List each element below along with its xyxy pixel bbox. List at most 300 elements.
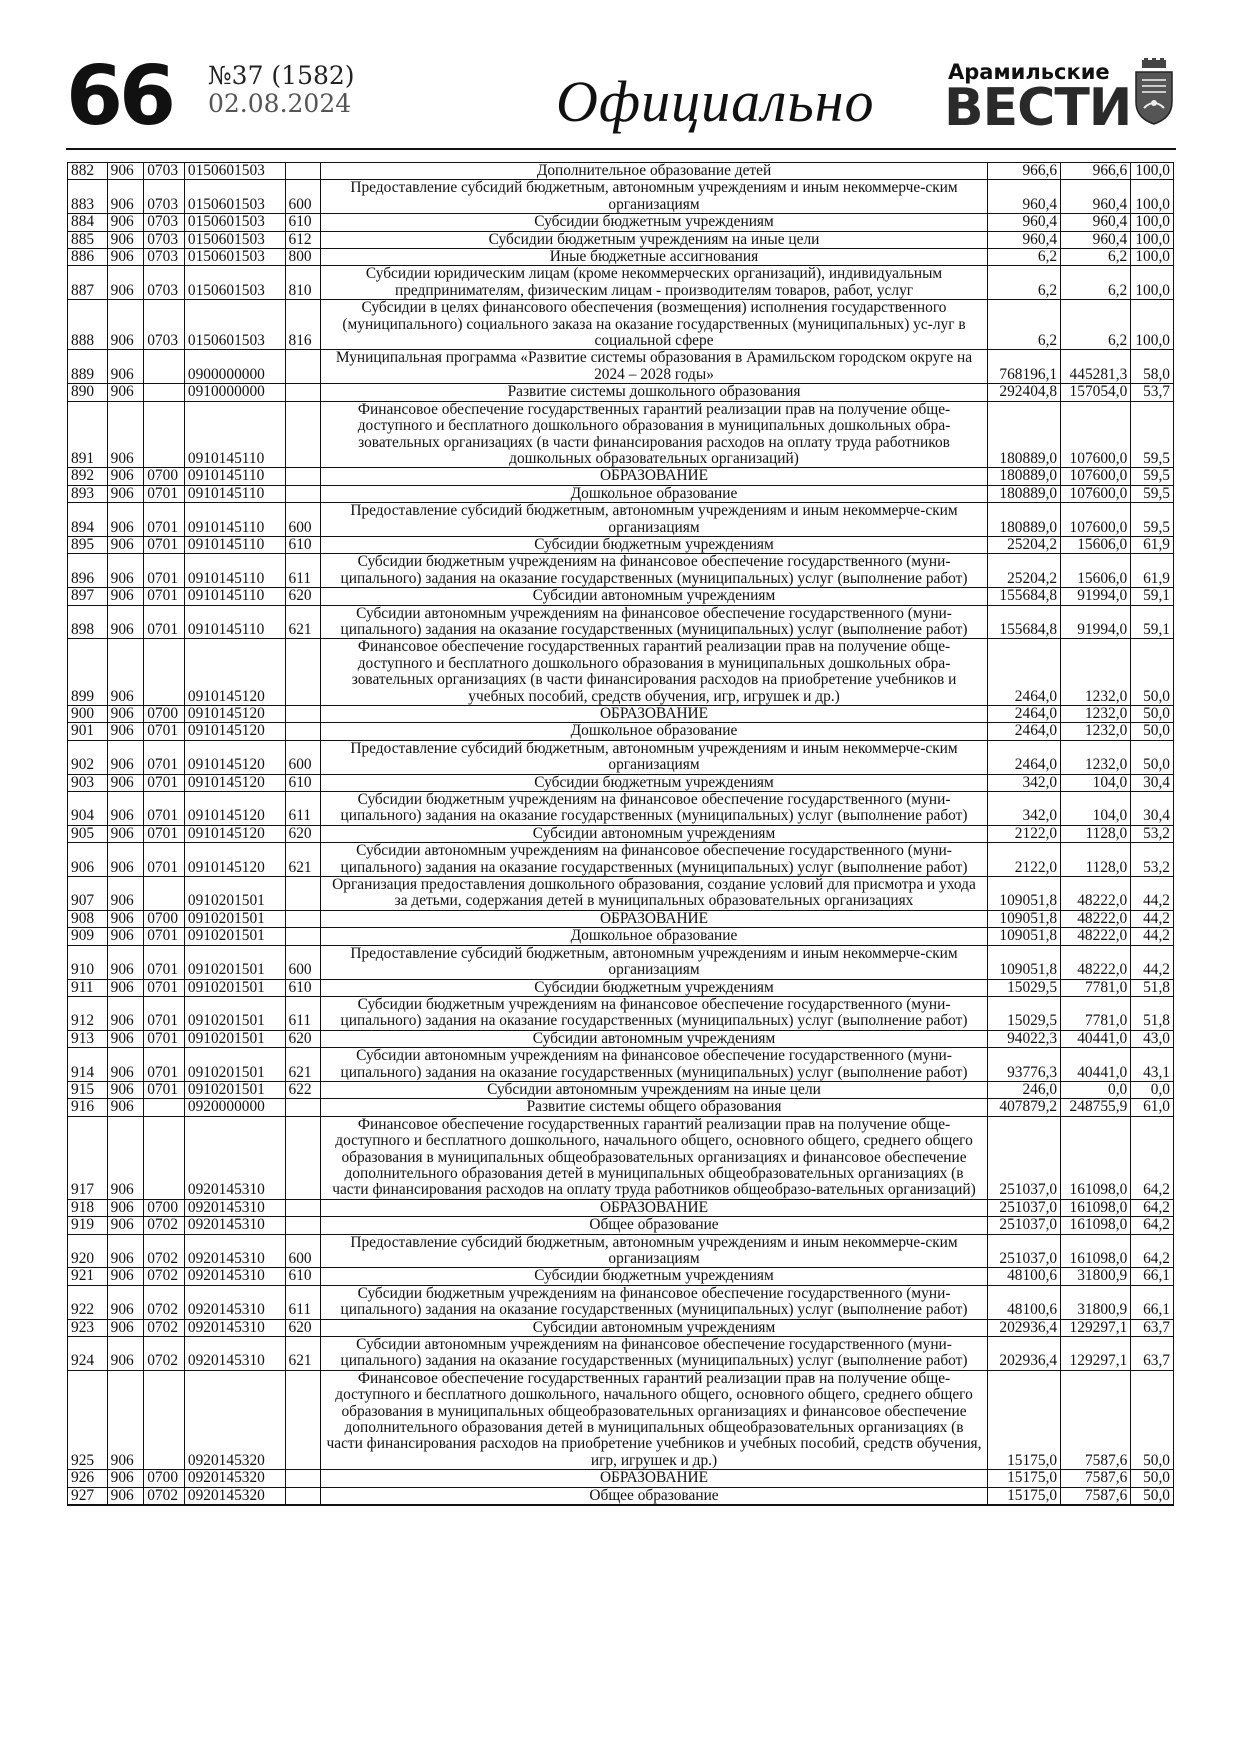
row-number-cell: 882 xyxy=(68,163,108,180)
brand-name-top: Арамильские xyxy=(948,60,1110,84)
plan-amount-cell: 960,4 xyxy=(987,214,1060,231)
description-cell: Дополнительное образование детей xyxy=(321,163,988,180)
actual-amount-cell: 91994,0 xyxy=(1061,605,1131,639)
plan-amount-cell: 180889,0 xyxy=(987,468,1060,485)
table-row xyxy=(68,1116,1174,1199)
plan-amount-cell: 15175,0 xyxy=(987,1487,1060,1505)
department-code-cell: 906 xyxy=(107,1337,144,1371)
row-number-cell: 910 xyxy=(68,945,108,979)
target-article-code-cell: 0920145320 xyxy=(184,1370,285,1469)
expense-type-code-cell: 622 xyxy=(285,1081,321,1098)
target-article-code-cell: 0910145110 xyxy=(184,401,285,468)
table-row xyxy=(68,503,1174,537)
percent-cell: 100,0 xyxy=(1131,214,1174,231)
expense-type-code-cell xyxy=(285,384,321,401)
plan-amount-cell: 15029,5 xyxy=(987,996,1060,1030)
table-row xyxy=(68,214,1174,231)
plan-amount-cell: 342,0 xyxy=(987,774,1060,791)
row-number-cell: 915 xyxy=(68,1081,108,1098)
percent-cell: 100,0 xyxy=(1131,266,1174,300)
section-code-cell xyxy=(144,639,185,706)
description-cell: Общее образование xyxy=(321,1487,988,1505)
expense-type-code-cell xyxy=(285,1487,321,1505)
percent-cell: 50,0 xyxy=(1131,1370,1174,1469)
table-row xyxy=(68,536,1174,553)
department-code-cell: 906 xyxy=(107,401,144,468)
description-cell: Иные бюджетные ассигнования xyxy=(321,249,988,266)
target-article-code-cell: 0920145310 xyxy=(184,1319,285,1336)
table-row xyxy=(68,163,1174,180)
table-row xyxy=(68,825,1174,842)
description-cell: Субсидии автономным учреждениям xyxy=(321,1319,988,1336)
department-code-cell: 906 xyxy=(107,536,144,553)
row-number-cell: 904 xyxy=(68,792,108,826)
actual-amount-cell: 91994,0 xyxy=(1061,588,1131,605)
description-cell: Субсидии автономным учреждениям на финансовое обеспечение государственного (муни-ципального) задания на оказание государственных (муниципальных) услуг (выполнение работ) xyxy=(321,843,988,877)
table-row xyxy=(68,910,1174,927)
section-code-cell: 0701 xyxy=(144,996,185,1030)
description-cell: Общее образование xyxy=(321,1217,988,1234)
description-cell: Дошкольное образование xyxy=(321,485,988,502)
row-number-cell: 923 xyxy=(68,1319,108,1336)
actual-amount-cell: 31800,9 xyxy=(1061,1285,1131,1319)
actual-amount-cell: 104,0 xyxy=(1061,792,1131,826)
plan-amount-cell: 6,2 xyxy=(987,266,1060,300)
expense-type-code-cell xyxy=(285,1099,321,1116)
plan-amount-cell: 292404,8 xyxy=(987,384,1060,401)
percent-cell: 43,0 xyxy=(1131,1030,1174,1047)
row-number-cell: 890 xyxy=(68,384,108,401)
actual-amount-cell: 960,4 xyxy=(1061,180,1131,214)
section-code-cell: 0700 xyxy=(144,468,185,485)
department-code-cell: 906 xyxy=(107,706,144,723)
description-cell: ОБРАЗОВАНИЕ xyxy=(321,1470,988,1487)
target-article-code-cell: 0910000000 xyxy=(184,384,285,401)
table-row xyxy=(68,1199,1174,1216)
percent-cell: 53,2 xyxy=(1131,825,1174,842)
percent-cell: 66,1 xyxy=(1131,1285,1174,1319)
section-code-cell: 0701 xyxy=(144,485,185,502)
percent-cell: 50,0 xyxy=(1131,1470,1174,1487)
table-row xyxy=(68,1285,1174,1319)
row-number-cell: 906 xyxy=(68,843,108,877)
row-number-cell: 900 xyxy=(68,706,108,723)
table-row xyxy=(68,249,1174,266)
description-cell: Субсидии бюджетным учреждениям на финансовое обеспечение государственного (муни-ципального) задания на оказание государственных (муниципальных) услуг (выполнение работ) xyxy=(321,554,988,588)
target-article-code-cell: 0920145310 xyxy=(184,1217,285,1234)
row-number-cell: 911 xyxy=(68,979,108,996)
target-article-code-cell: 0150601503 xyxy=(184,266,285,300)
section-code-cell xyxy=(144,1099,185,1116)
row-number-cell: 899 xyxy=(68,639,108,706)
expense-type-code-cell: 612 xyxy=(285,231,321,248)
section-code-cell: 0703 xyxy=(144,249,185,266)
actual-amount-cell: 6,2 xyxy=(1061,300,1131,350)
department-code-cell: 906 xyxy=(107,979,144,996)
target-article-code-cell: 0920000000 xyxy=(184,1099,285,1116)
row-number-cell: 897 xyxy=(68,588,108,605)
actual-amount-cell: 248755,9 xyxy=(1061,1099,1131,1116)
table-row xyxy=(68,266,1174,300)
actual-amount-cell: 960,4 xyxy=(1061,214,1131,231)
table-row xyxy=(68,723,1174,740)
description-cell: Субсидии бюджетным учреждениям на финансовое обеспечение государственного (муни-ципального) задания на оказание государственных (муниципальных) услуг (выполнение работ) xyxy=(321,996,988,1030)
target-article-code-cell: 0920145310 xyxy=(184,1285,285,1319)
table-row xyxy=(68,1099,1174,1116)
actual-amount-cell: 1232,0 xyxy=(1061,706,1131,723)
expense-type-code-cell xyxy=(285,928,321,945)
row-number-cell: 922 xyxy=(68,1285,108,1319)
percent-cell: 63,7 xyxy=(1131,1337,1174,1371)
expense-type-code-cell xyxy=(285,1217,321,1234)
section-code-cell: 0701 xyxy=(144,825,185,842)
department-code-cell: 906 xyxy=(107,1268,144,1285)
description-cell: Предоставление субсидий бюджетным, автономным учреждениям и иным некоммерче-ским организациям xyxy=(321,740,988,774)
department-code-cell: 906 xyxy=(107,843,144,877)
actual-amount-cell: 129297,1 xyxy=(1061,1319,1131,1336)
expense-type-code-cell: 610 xyxy=(285,214,321,231)
department-code-cell: 906 xyxy=(107,792,144,826)
description-cell: Финансовое обеспечение государственных гарантий реализации прав на получение обще-доступного и бесплатного дошкольного образования в муниципальных дошкольных обра-зовательных организациях (в части финансирования расходов на приобретение учебников и учебных пособий, средств обучения, игр, игрушек и др.) xyxy=(321,639,988,706)
target-article-code-cell: 0150601503 xyxy=(184,214,285,231)
actual-amount-cell: 7781,0 xyxy=(1061,996,1131,1030)
expense-type-code-cell: 621 xyxy=(285,1048,321,1082)
plan-amount-cell: 2122,0 xyxy=(987,825,1060,842)
section-code-cell: 0703 xyxy=(144,266,185,300)
section-code-cell xyxy=(144,877,185,911)
target-article-code-cell: 0920145310 xyxy=(184,1268,285,1285)
coat-of-arms-icon xyxy=(1132,58,1176,126)
row-number-cell: 893 xyxy=(68,485,108,502)
percent-cell: 44,2 xyxy=(1131,928,1174,945)
plan-amount-cell: 109051,8 xyxy=(987,945,1060,979)
plan-amount-cell: 407879,2 xyxy=(987,1099,1060,1116)
department-code-cell: 906 xyxy=(107,639,144,706)
expense-type-code-cell xyxy=(285,706,321,723)
percent-cell: 30,4 xyxy=(1131,774,1174,791)
percent-cell: 64,2 xyxy=(1131,1234,1174,1268)
plan-amount-cell: 109051,8 xyxy=(987,877,1060,911)
percent-cell: 61,0 xyxy=(1131,1099,1174,1116)
target-article-code-cell: 0910201501 xyxy=(184,1048,285,1082)
description-cell: Субсидии автономным учреждениям на финансовое обеспечение государственного (муни-ципального) задания на оказание государственных (муниципальных) услуг (выполнение работ) xyxy=(321,1337,988,1371)
expense-type-code-cell xyxy=(285,163,321,180)
expense-type-code-cell xyxy=(285,1116,321,1199)
description-cell: Субсидии бюджетным учреждениям на финансовое обеспечение государственного (муни-ципального) задания на оказание государственных (муниципальных) услуг (выполнение работ) xyxy=(321,792,988,826)
row-number-cell: 886 xyxy=(68,249,108,266)
plan-amount-cell: 155684,8 xyxy=(987,588,1060,605)
actual-amount-cell: 107600,0 xyxy=(1061,401,1131,468)
percent-cell: 100,0 xyxy=(1131,163,1174,180)
expense-type-code-cell: 610 xyxy=(285,979,321,996)
row-number-cell: 905 xyxy=(68,825,108,842)
row-number-cell: 888 xyxy=(68,300,108,350)
percent-cell: 59,1 xyxy=(1131,588,1174,605)
description-cell: Субсидии автономным учреждениям xyxy=(321,825,988,842)
department-code-cell: 906 xyxy=(107,350,144,384)
description-cell: Муниципальная программа «Развитие системы образования в Арамильском городском округе на 2024 – 2028 годы» xyxy=(321,350,988,384)
description-cell: ОБРАЗОВАНИЕ xyxy=(321,706,988,723)
percent-cell: 51,8 xyxy=(1131,979,1174,996)
section-code-cell: 0701 xyxy=(144,774,185,791)
plan-amount-cell: 202936,4 xyxy=(987,1337,1060,1371)
section-code-cell xyxy=(144,401,185,468)
expense-type-code-cell: 800 xyxy=(285,249,321,266)
percent-cell: 53,2 xyxy=(1131,843,1174,877)
description-cell: Субсидии юридическим лицам (кроме некоммерческих организаций), индивидуальным предпринимателям, физическим лицам - производителям товаров, работ, услуг xyxy=(321,266,988,300)
description-cell: Развитие системы дошкольного образования xyxy=(321,384,988,401)
section-code-cell: 0703 xyxy=(144,180,185,214)
description-cell: ОБРАЗОВАНИЕ xyxy=(321,468,988,485)
target-article-code-cell: 0910201501 xyxy=(184,945,285,979)
actual-amount-cell: 1232,0 xyxy=(1061,723,1131,740)
section-code-cell xyxy=(144,1370,185,1469)
plan-amount-cell: 94022,3 xyxy=(987,1030,1060,1047)
table-row xyxy=(68,928,1174,945)
description-cell: ОБРАЗОВАНИЕ xyxy=(321,1199,988,1216)
actual-amount-cell: 107600,0 xyxy=(1061,485,1131,502)
plan-amount-cell: 342,0 xyxy=(987,792,1060,826)
department-code-cell: 906 xyxy=(107,1370,144,1469)
target-article-code-cell: 0920145320 xyxy=(184,1470,285,1487)
department-code-cell: 906 xyxy=(107,554,144,588)
actual-amount-cell: 48222,0 xyxy=(1061,910,1131,927)
department-code-cell: 906 xyxy=(107,1030,144,1047)
description-cell: Субсидии бюджетным учреждениям на иные цели xyxy=(321,231,988,248)
row-number-cell: 909 xyxy=(68,928,108,945)
plan-amount-cell: 960,4 xyxy=(987,231,1060,248)
row-number-cell: 902 xyxy=(68,740,108,774)
section-code-cell: 0701 xyxy=(144,843,185,877)
row-number-cell: 901 xyxy=(68,723,108,740)
department-code-cell: 906 xyxy=(107,503,144,537)
plan-amount-cell: 15029,5 xyxy=(987,979,1060,996)
percent-cell: 66,1 xyxy=(1131,1268,1174,1285)
percent-cell: 30,4 xyxy=(1131,792,1174,826)
table-row xyxy=(68,996,1174,1030)
actual-amount-cell: 15606,0 xyxy=(1061,554,1131,588)
percent-cell: 59,5 xyxy=(1131,485,1174,502)
actual-amount-cell: 107600,0 xyxy=(1061,503,1131,537)
expense-type-code-cell: 620 xyxy=(285,1030,321,1047)
expense-type-code-cell: 600 xyxy=(285,180,321,214)
row-number-cell: 898 xyxy=(68,605,108,639)
issue-block xyxy=(208,62,355,117)
actual-amount-cell: 445281,3 xyxy=(1061,350,1131,384)
target-article-code-cell: 0910201501 xyxy=(184,996,285,1030)
row-number-cell: 894 xyxy=(68,503,108,537)
plan-amount-cell: 246,0 xyxy=(987,1081,1060,1098)
plan-amount-cell: 155684,8 xyxy=(987,605,1060,639)
percent-cell: 59,1 xyxy=(1131,605,1174,639)
target-article-code-cell: 0910201501 xyxy=(184,1081,285,1098)
section-code-cell: 0700 xyxy=(144,910,185,927)
description-cell: Предоставление субсидий бюджетным, автономным учреждениям и иным некоммерче-ским организациям xyxy=(321,945,988,979)
table-row xyxy=(68,180,1174,214)
plan-amount-cell: 768196,1 xyxy=(987,350,1060,384)
percent-cell: 100,0 xyxy=(1131,300,1174,350)
plan-amount-cell: 180889,0 xyxy=(987,503,1060,537)
section-code-cell: 0701 xyxy=(144,792,185,826)
row-number-cell: 891 xyxy=(68,401,108,468)
target-article-code-cell: 0910145120 xyxy=(184,723,285,740)
percent-cell: 50,0 xyxy=(1131,740,1174,774)
row-number-cell: 917 xyxy=(68,1116,108,1199)
issue-number: №37 (1582) xyxy=(208,61,355,90)
department-code-cell: 906 xyxy=(107,774,144,791)
plan-amount-cell: 251037,0 xyxy=(987,1234,1060,1268)
description-cell: Субсидии бюджетным учреждениям xyxy=(321,1268,988,1285)
percent-cell: 100,0 xyxy=(1131,249,1174,266)
row-number-cell: 916 xyxy=(68,1099,108,1116)
target-article-code-cell: 0920145320 xyxy=(184,1487,285,1505)
actual-amount-cell: 161098,0 xyxy=(1061,1217,1131,1234)
expense-type-code-cell: 620 xyxy=(285,588,321,605)
department-code-cell: 906 xyxy=(107,723,144,740)
target-article-code-cell: 0920145310 xyxy=(184,1199,285,1216)
row-number-cell: 921 xyxy=(68,1268,108,1285)
section-code-cell: 0702 xyxy=(144,1487,185,1505)
plan-amount-cell: 6,2 xyxy=(987,249,1060,266)
target-article-code-cell: 0150601503 xyxy=(184,231,285,248)
description-cell: Субсидии автономным учреждениям xyxy=(321,588,988,605)
expense-type-code-cell: 816 xyxy=(285,300,321,350)
expense-type-code-cell xyxy=(285,401,321,468)
department-code-cell: 906 xyxy=(107,945,144,979)
expense-type-code-cell: 600 xyxy=(285,1234,321,1268)
table-body xyxy=(68,163,1174,1506)
target-article-code-cell: 0150601503 xyxy=(184,163,285,180)
actual-amount-cell: 129297,1 xyxy=(1061,1337,1131,1371)
actual-amount-cell: 6,2 xyxy=(1061,266,1131,300)
percent-cell: 63,7 xyxy=(1131,1319,1174,1336)
section-code-cell: 0700 xyxy=(144,1470,185,1487)
section-code-cell: 0701 xyxy=(144,605,185,639)
row-number-cell: 918 xyxy=(68,1199,108,1216)
expense-type-code-cell: 611 xyxy=(285,554,321,588)
section-code-cell: 0701 xyxy=(144,503,185,537)
percent-cell: 50,0 xyxy=(1131,1487,1174,1505)
percent-cell: 44,2 xyxy=(1131,877,1174,911)
table-row xyxy=(68,1268,1174,1285)
target-article-code-cell: 0910145120 xyxy=(184,792,285,826)
expense-type-code-cell: 611 xyxy=(285,996,321,1030)
plan-amount-cell: 109051,8 xyxy=(987,910,1060,927)
row-number-cell: 885 xyxy=(68,231,108,248)
percent-cell: 64,2 xyxy=(1131,1217,1174,1234)
plan-amount-cell: 15175,0 xyxy=(987,1370,1060,1469)
expense-type-code-cell: 611 xyxy=(285,1285,321,1319)
plan-amount-cell: 251037,0 xyxy=(987,1199,1060,1216)
percent-cell: 100,0 xyxy=(1131,180,1174,214)
table-row xyxy=(68,740,1174,774)
plan-amount-cell: 2464,0 xyxy=(987,740,1060,774)
table-row xyxy=(68,485,1174,502)
table-row xyxy=(68,843,1174,877)
department-code-cell: 906 xyxy=(107,266,144,300)
department-code-cell: 906 xyxy=(107,384,144,401)
row-number-cell: 887 xyxy=(68,266,108,300)
section-code-cell: 0701 xyxy=(144,945,185,979)
table-row xyxy=(68,605,1174,639)
table-row xyxy=(68,554,1174,588)
actual-amount-cell: 966,6 xyxy=(1061,163,1131,180)
description-cell: Развитие системы общего образования xyxy=(321,1099,988,1116)
section-code-cell: 0701 xyxy=(144,554,185,588)
target-article-code-cell: 0910145120 xyxy=(184,706,285,723)
actual-amount-cell: 15606,0 xyxy=(1061,536,1131,553)
table-row xyxy=(68,300,1174,350)
table-row xyxy=(68,401,1174,468)
row-number-cell: 907 xyxy=(68,877,108,911)
row-number-cell: 925 xyxy=(68,1370,108,1469)
expense-type-code-cell xyxy=(285,468,321,485)
target-article-code-cell: 0910145120 xyxy=(184,740,285,774)
target-article-code-cell: 0910145110 xyxy=(184,588,285,605)
table-row xyxy=(68,945,1174,979)
row-number-cell: 919 xyxy=(68,1217,108,1234)
target-article-code-cell: 0910145120 xyxy=(184,843,285,877)
section-code-cell: 0703 xyxy=(144,231,185,248)
table-row xyxy=(68,774,1174,791)
page-number: 66 xyxy=(66,49,173,144)
row-number-cell: 892 xyxy=(68,468,108,485)
department-code-cell: 906 xyxy=(107,910,144,927)
plan-amount-cell: 6,2 xyxy=(987,300,1060,350)
issue-date: 02.08.2024 xyxy=(208,88,352,118)
section-code-cell: 0700 xyxy=(144,1199,185,1216)
department-code-cell: 906 xyxy=(107,468,144,485)
section-code-cell: 0701 xyxy=(144,1030,185,1047)
plan-amount-cell: 180889,0 xyxy=(987,485,1060,502)
section-code-cell: 0701 xyxy=(144,723,185,740)
section-code-cell: 0703 xyxy=(144,300,185,350)
department-code-cell: 906 xyxy=(107,1217,144,1234)
target-article-code-cell: 0910201501 xyxy=(184,928,285,945)
percent-cell: 44,2 xyxy=(1131,910,1174,927)
plan-amount-cell: 960,4 xyxy=(987,180,1060,214)
row-number-cell: 926 xyxy=(68,1470,108,1487)
section-code-cell: 0701 xyxy=(144,740,185,774)
table-row xyxy=(68,588,1174,605)
actual-amount-cell: 7587,6 xyxy=(1061,1470,1131,1487)
expense-type-code-cell: 610 xyxy=(285,1268,321,1285)
actual-amount-cell: 1128,0 xyxy=(1061,825,1131,842)
department-code-cell: 906 xyxy=(107,231,144,248)
target-article-code-cell: 0910145110 xyxy=(184,554,285,588)
actual-amount-cell: 161098,0 xyxy=(1061,1116,1131,1199)
department-code-cell: 906 xyxy=(107,928,144,945)
plan-amount-cell: 251037,0 xyxy=(987,1116,1060,1199)
table-row xyxy=(68,350,1174,384)
table-row xyxy=(68,979,1174,996)
actual-amount-cell: 161098,0 xyxy=(1061,1234,1131,1268)
actual-amount-cell: 7587,6 xyxy=(1061,1487,1131,1505)
target-article-code-cell: 0910145120 xyxy=(184,774,285,791)
plan-amount-cell: 25204,2 xyxy=(987,554,1060,588)
actual-amount-cell: 0,0 xyxy=(1061,1081,1131,1098)
actual-amount-cell: 40441,0 xyxy=(1061,1048,1131,1082)
target-article-code-cell: 0900000000 xyxy=(184,350,285,384)
expense-type-code-cell: 611 xyxy=(285,792,321,826)
expense-type-code-cell: 810 xyxy=(285,266,321,300)
department-code-cell: 906 xyxy=(107,1048,144,1082)
description-cell: Субсидии автономным учреждениям на иные цели xyxy=(321,1081,988,1098)
row-number-cell: 884 xyxy=(68,214,108,231)
plan-amount-cell: 15175,0 xyxy=(987,1470,1060,1487)
table-row xyxy=(68,1081,1174,1098)
department-code-cell: 906 xyxy=(107,1234,144,1268)
